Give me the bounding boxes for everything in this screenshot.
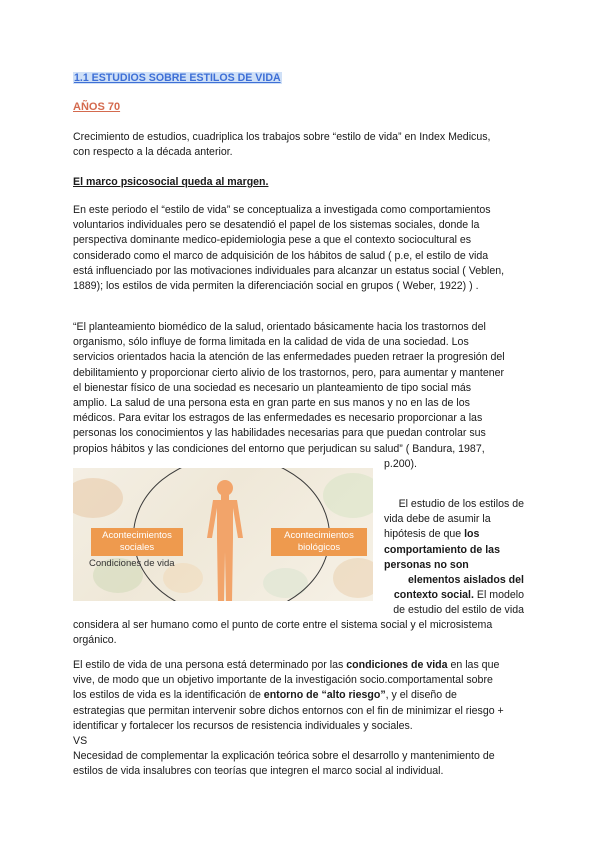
label-biological-events: Acontecimientos biológicos <box>271 528 367 556</box>
intro-paragraph <box>73 130 491 160</box>
paragraph-text: , y el diseño de <box>385 689 457 702</box>
quote-line: “El planteamiento biomédico de la salud, orientado básicamente hacia los trastornos del <box>73 321 486 333</box>
paragraph-emphasis: condiciones de vida <box>346 659 448 671</box>
side-emphasis: los <box>464 528 480 541</box>
life-conditions-figure <box>73 468 373 601</box>
quote-line: personas los conocimientos y las habilidades necesarias para que puedan controlar sus <box>73 427 486 440</box>
side-text: El modelo <box>473 589 524 602</box>
paragraph-text: El estilo de vida de una persona está determinado por las <box>73 659 347 671</box>
paragraph-line: considera al ser humano como el punto de corte entre el sistema social y el microsistema <box>73 619 493 631</box>
side-line <box>384 588 524 603</box>
paragraph-emphasis: entorno de “alto riesgo” <box>263 689 386 702</box>
side-emphasis: contexto social. <box>393 589 474 602</box>
paragraph-line: estrategias que permitan intervenir sobre dichos entornos con el fin de minimizar el riesgo + <box>73 704 504 717</box>
paragraph-line: voluntarios individuales pero se desatendió el papel de los sistemas sociales, donde la <box>73 219 480 232</box>
side-emphasis: elementos aislados del <box>408 574 524 587</box>
section-heading: 1.1 ESTUDIOS SOBRE ESTILOS DE VIDA <box>74 72 281 84</box>
paragraph-line: perspectiva dominante medico-epidemiologia pese a que el contexto sociocultural es <box>73 234 472 247</box>
side-line <box>384 558 524 573</box>
paragraph-line: Necesidad de complementar la explicación teórica sobre el desarrollo y mantenimiento de <box>73 750 495 763</box>
quote-line: propios hábitos y las condiciones del entorno que perjudican su salud” ( Bandura, 1987, <box>73 442 485 455</box>
versus-marker: VS <box>73 735 88 748</box>
side-emphasis: comportamiento de las <box>384 543 500 556</box>
bandura-quote <box>73 320 505 457</box>
paragraph-1 <box>73 203 504 294</box>
paragraph-3 <box>73 658 504 780</box>
section-title: El marco psicosocial queda al margen. <box>73 176 269 188</box>
subheading-decade: AÑOS 70 <box>73 101 121 113</box>
paragraph-line <box>73 688 504 703</box>
side-line <box>384 527 524 542</box>
side-line: El estudio de los estilos de <box>398 498 524 510</box>
paragraph-text: los estilos de vida es la identificación de <box>73 689 264 702</box>
quote-line: el bienestar físico de una sociedad es necesario un planteamiento de tipo social más <box>73 381 472 394</box>
paragraph-line: considerado como el marco de adquisición de los hábitos de salud ( p.e, el estilo de vida <box>73 249 489 262</box>
quote-line: amplio. La salud de una persona esta en gran parte en sus manos y no en las de los <box>73 397 470 410</box>
paragraph-line: estilos de vida insalubres con teorías que integren el marco social al individual. <box>73 765 444 778</box>
side-text: hipótesis de que <box>384 528 465 541</box>
side-paragraph <box>384 497 524 619</box>
quote-line: médicos. Para evitar los estragos de las enfermedades es necesario proporcionar a las <box>73 412 483 425</box>
side-emphasis: personas no son <box>384 558 469 571</box>
side-line: vida debe de asumir la <box>384 513 491 526</box>
paragraph-2 <box>73 618 492 648</box>
quote-line: organismo, sólo influye de forma limitada en la calidad de vida de una sociedad. Los <box>73 336 469 349</box>
paragraph-line: orgánico. <box>73 634 117 647</box>
side-line: de estudio del estilo de vida <box>393 604 524 617</box>
side-line <box>384 573 524 588</box>
paragraph-line <box>73 658 504 673</box>
quote-line: debilitamiento y proporcionar cierto alivio de los trastornos, pero, para aumentar y mantener <box>73 366 505 379</box>
intro-line: con respecto a la década anterior. <box>73 146 233 159</box>
intro-line: Crecimiento de estudios, cuadriplica los trabajos sobre “estilo de vida” en Index Medicus, <box>73 131 491 143</box>
side-line <box>384 543 524 558</box>
quote-page-ref: p.200). <box>384 458 417 470</box>
human-body-icon <box>203 478 247 601</box>
paragraph-line: vive, de modo que un objetivo importante de la investigación socio.comportamental sobre <box>73 674 493 687</box>
label-social-events: Acontecimientos sociales <box>91 528 183 556</box>
paragraph-line: identificar y fortalecer los recursos de resistencia individuales y sociales. <box>73 719 413 732</box>
paragraph-text: en las que <box>447 659 500 671</box>
caption-life-conditions: Condiciones de vida <box>89 558 175 569</box>
quote-line: servicios orientados hacia la atención de las enfermedades pueden retraer la progresión del <box>73 351 505 364</box>
paragraph-line: 1889); los estilos de vida permiten la diferenciación social en grupos ( Weber, 1922) ) . <box>73 280 479 293</box>
paragraph-line: En este periodo el “estilo de vida” se conceptualiza a investigada como comportamientos <box>73 204 491 216</box>
paragraph-line: está influenciado por las motivaciones individuales para alcanzar un estatus social ( Veblen, <box>73 264 505 277</box>
